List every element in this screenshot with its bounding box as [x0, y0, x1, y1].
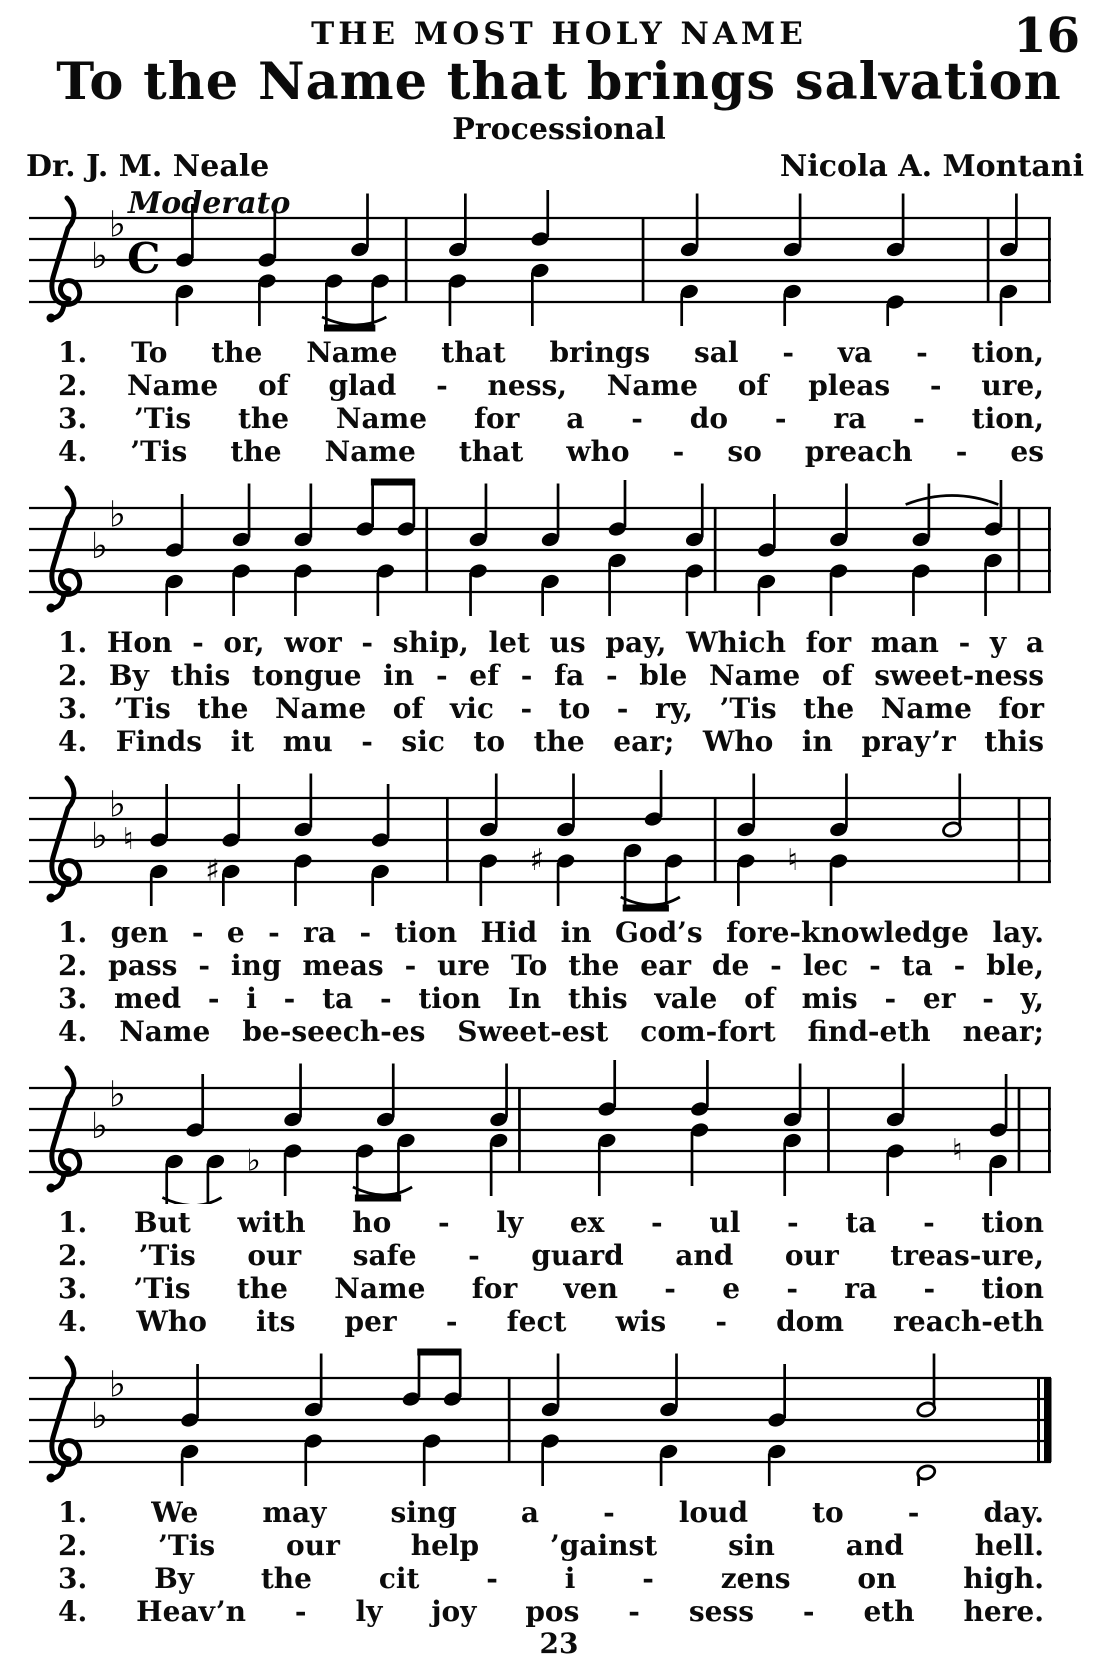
- lyric-line: 3. By the cit - i - zens on high.: [58, 1561, 1044, 1595]
- stem: [423, 1443, 426, 1486]
- lyric-line: 1. But with ho - ly ex - ul - ta - tion: [58, 1205, 1044, 1239]
- accidental-icon: ♯: [205, 853, 220, 889]
- stem: [377, 573, 380, 616]
- flat-icon: ♭: [109, 1364, 126, 1406]
- accidental-icon: ♮: [952, 1132, 963, 1168]
- stem: [696, 193, 699, 247]
- stem: [1015, 193, 1018, 247]
- stem: [294, 573, 297, 616]
- stem: [752, 773, 755, 827]
- lyric-line: 2. ’Tis our safe - guard and our treas-ure,: [58, 1238, 1044, 1272]
- slur: [621, 897, 680, 905]
- barline: [1048, 798, 1051, 882]
- stem: [310, 773, 313, 827]
- lyric-line: 1. gen - e - ra - tion Hid in God’s fore-knowledge lay.: [58, 915, 1044, 949]
- common-time-icon: C: [127, 233, 161, 283]
- verse-lyrics-3: [0, 914, 1118, 1054]
- music-system-1: [0, 184, 1118, 474]
- stem: [830, 863, 833, 906]
- barline: [642, 218, 645, 302]
- stem: [237, 784, 240, 838]
- series-title: THE MOST HOLY NAME: [311, 16, 807, 52]
- treble-clef-icon: [47, 313, 56, 322]
- page-number: 23: [539, 1627, 579, 1660]
- music-system-2: [0, 474, 1118, 764]
- treble-clef-icon: [52, 778, 80, 898]
- stem: [356, 1153, 359, 1201]
- stem: [207, 1163, 210, 1204]
- barline: [714, 798, 717, 882]
- treble-clef-icon: [52, 1358, 80, 1478]
- stem: [989, 1163, 992, 1196]
- lyric-line: 2. Name of glad - ness, Name of pleas - ure,: [58, 368, 1044, 402]
- accidental-icon: ♮: [122, 821, 134, 857]
- stem: [902, 1063, 905, 1117]
- stem: [701, 483, 704, 537]
- stem: [783, 1364, 786, 1418]
- stem: [176, 293, 179, 326]
- music-staff-2: [25, 474, 1055, 624]
- stem: [304, 1443, 307, 1486]
- stem: [958, 773, 961, 827]
- stem: [150, 873, 153, 906]
- flat-icon: ♭: [91, 1105, 108, 1147]
- lyric-line: 2. pass - ing meas - ure To the ear de - lec - ta - ble,: [58, 948, 1044, 982]
- lyric-line: 3. med - i - ta - tion In this vale of mis - er - y,: [58, 981, 1044, 1015]
- stem: [886, 304, 889, 326]
- stem: [165, 583, 168, 616]
- flat-icon: ♭: [109, 204, 126, 246]
- flat-icon: ♭: [109, 1074, 126, 1116]
- stem: [845, 773, 848, 827]
- barline: [518, 1088, 521, 1172]
- lyric-line: 3. ’Tis the Name of vic - to - ry, ’Tis the Name for: [58, 691, 1044, 725]
- barline: [987, 218, 990, 302]
- stem: [490, 1142, 493, 1196]
- stem: [773, 494, 776, 548]
- stem: [181, 494, 184, 548]
- barline: [1018, 508, 1021, 592]
- music-staff-3: [25, 764, 1055, 914]
- barline: [1018, 798, 1021, 882]
- stem: [557, 483, 560, 537]
- stem: [830, 573, 833, 616]
- stem: [469, 573, 472, 616]
- stem: [258, 283, 261, 326]
- stem: [799, 1063, 802, 1117]
- stem: [660, 770, 663, 817]
- barline: [446, 798, 449, 882]
- stem: [371, 873, 374, 906]
- stem: [495, 773, 498, 827]
- lyric-line: 1. To the Name that brings sal - va - tion,: [58, 335, 1044, 369]
- hymn-number: 16: [1013, 8, 1080, 64]
- lyric-line: 1. Hon - or, wor - ship, let us pay, Which for man - y a: [58, 625, 1044, 659]
- stem: [464, 193, 467, 247]
- stem: [680, 293, 683, 326]
- lyric-line: 4. Finds it mu - sic to the ear; Who in pray’r this: [58, 724, 1044, 758]
- stem: [320, 1353, 323, 1407]
- stem: [706, 1060, 709, 1107]
- stem: [387, 784, 390, 838]
- authors-row: [0, 147, 1118, 184]
- lyric-line: 2. By this tongue in - ef - fa - ble Name of sweet-ness: [58, 658, 1044, 692]
- stem: [917, 1474, 920, 1486]
- stem: [480, 863, 483, 906]
- slur: [353, 1187, 412, 1195]
- stem: [165, 784, 168, 838]
- treble-clef-icon: [47, 1183, 56, 1192]
- stem: [325, 283, 328, 331]
- stem: [928, 483, 931, 537]
- composer-credit: Nicola A. Montani: [779, 148, 1084, 184]
- stem: [294, 863, 297, 906]
- stem: [783, 1142, 786, 1196]
- stem: [392, 1063, 395, 1117]
- stem: [758, 583, 761, 616]
- lyric-line: 4. Name be-seech-es Sweet-est com-fort find-eth near;: [58, 1014, 1044, 1048]
- stem: [768, 1453, 771, 1486]
- stem: [783, 293, 786, 326]
- stem: [531, 272, 534, 326]
- treble-clef-icon: [47, 603, 56, 612]
- stem: [624, 852, 627, 911]
- lyric-line: 4. Heav’n - ly joy pos - sess - eth here.: [58, 1594, 1044, 1628]
- treble-clef-icon: [47, 1473, 56, 1482]
- slur: [906, 495, 999, 504]
- stem: [691, 1132, 694, 1186]
- stem: [201, 1074, 204, 1128]
- lyric-line: 4. ’Tis the Name that who - so preach - es: [58, 434, 1044, 468]
- treble-clef-icon: [52, 198, 80, 318]
- stem: [284, 1153, 287, 1196]
- music-system-4: [0, 1054, 1118, 1344]
- stem: [546, 190, 549, 237]
- stem: [557, 1353, 560, 1407]
- stem: [608, 562, 611, 616]
- stem: [459, 1349, 462, 1397]
- stem: [686, 573, 689, 616]
- verse-lyrics-4: [0, 1204, 1118, 1344]
- accidental-icon: ♮: [787, 842, 798, 878]
- stem: [902, 193, 905, 247]
- stem: [310, 483, 313, 537]
- accidental-icon: ♯: [529, 842, 545, 878]
- music-staff-4: [25, 1054, 1055, 1204]
- music-system-3: [0, 764, 1118, 1054]
- stem: [449, 283, 452, 326]
- stem: [232, 573, 235, 616]
- final-barline: [1044, 1378, 1052, 1462]
- stem: [912, 573, 915, 616]
- lyric-line: 1. We may sing a - loud to - day.: [58, 1495, 1044, 1529]
- barline: [1048, 1088, 1051, 1172]
- stem: [366, 193, 369, 247]
- barline: [1048, 218, 1051, 302]
- treble-clef-icon: [52, 488, 80, 608]
- lyric-line: 3. ’Tis the Name for a - do - ra - tion,: [58, 401, 1044, 435]
- barline: [1048, 508, 1051, 592]
- stem: [845, 483, 848, 537]
- barline: [1018, 1088, 1021, 1172]
- flat-icon: ♭: [109, 494, 126, 536]
- stem: [1000, 293, 1003, 326]
- barline: [425, 508, 428, 592]
- lyric-line: 3. ’Tis the Name for ven - e - ra - tion: [58, 1271, 1044, 1305]
- stem: [1000, 480, 1003, 527]
- hymn-subtitle: Processional: [452, 111, 666, 147]
- stem: [196, 1364, 199, 1418]
- stem: [299, 1063, 302, 1117]
- flat-icon: ♭: [91, 815, 108, 857]
- stem: [418, 1349, 421, 1397]
- accidental-icon: ♭: [246, 1143, 261, 1179]
- flat-icon: ♭: [109, 784, 126, 826]
- flat-icon: ♭: [91, 235, 108, 277]
- stem: [933, 1353, 936, 1407]
- lyric-line: 4. Who its per - fect wis - dom reach-eth: [58, 1304, 1044, 1338]
- stem: [598, 1142, 601, 1196]
- music-staff-5: [25, 1344, 1055, 1494]
- stem: [799, 193, 802, 247]
- stem: [613, 1060, 616, 1107]
- stem: [248, 483, 251, 537]
- stem: [485, 483, 488, 537]
- stem: [505, 1063, 508, 1117]
- lyric-line: 2. ’Tis our help ’gainst sin and hell.: [58, 1528, 1044, 1562]
- stem: [660, 1453, 663, 1486]
- flat-icon: ♭: [91, 525, 108, 567]
- final-barline: [1037, 1378, 1040, 1462]
- stem: [737, 863, 740, 906]
- stem: [984, 562, 987, 616]
- stem: [1005, 1074, 1008, 1128]
- barline: [827, 1088, 830, 1172]
- hymn-title: To the Name that brings salvation: [56, 52, 1062, 112]
- verse-lyrics-5: [0, 1494, 1118, 1634]
- treble-clef-icon: [52, 1068, 80, 1188]
- barline: [508, 1378, 511, 1462]
- stem: [222, 873, 225, 906]
- barline: [405, 218, 408, 302]
- treble-clef-icon: [47, 893, 56, 902]
- tempo-marking: Moderato: [128, 185, 291, 221]
- stem: [675, 1353, 678, 1407]
- stem: [541, 583, 544, 616]
- slur: [322, 317, 386, 325]
- barline: [714, 508, 717, 592]
- verse-lyrics-1: [0, 334, 1118, 474]
- stem: [624, 480, 627, 527]
- flat-icon: ♭: [91, 1395, 108, 1437]
- stem: [541, 1443, 544, 1486]
- stem: [557, 863, 560, 906]
- stem: [413, 479, 416, 527]
- stem: [181, 1453, 184, 1486]
- stem: [572, 773, 575, 827]
- stem: [371, 479, 374, 527]
- verse-lyrics-2: [0, 624, 1118, 764]
- lyricist-credit: Dr. J. M. Neale: [26, 148, 270, 184]
- stem: [886, 1153, 889, 1196]
- music-system-5: [0, 1344, 1118, 1634]
